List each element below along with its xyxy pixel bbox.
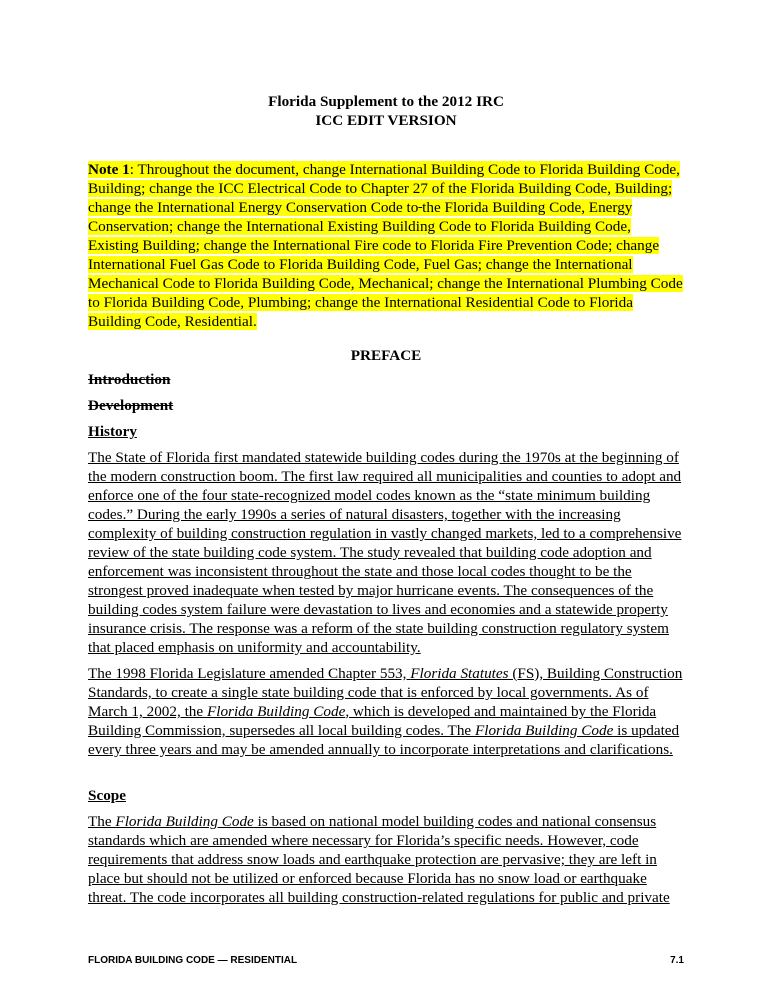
scope-paragraph-1: The Florida Building Code is based on national model building codes and national consensus standards which are amended where necessary for Florida’s specific needs. However, code requirements that address snow loads and earthquake protection are pervasive; they are left in place but should not be utilized or enforced because Florida has no snow load or earthquake threat. The code incorporates all building construction-related regulations for public and private [88, 813, 670, 906]
section-heading-development: Development [88, 397, 174, 414]
note-text-before: : Throughout the document, change International Building Code to Florida Building Code, Building; change the ICC Electrical Code to Chapter 27 of the Florida Building Code, Building; change the International Energy Conservation Code to [88, 161, 680, 216]
note-label: Note 1 [88, 161, 130, 178]
section-heading-history: History [88, 423, 137, 440]
history-paragraph-2: The 1998 Florida Legislature amended Chapter 553, Florida Statutes (FS), Building Construction Standards, to create a single state building code that is enforced by local governments. As of March 1, 2002, the Florida Building Code, which is developed and maintained by the Florida Building Commission, supersedes all local building codes. The Florida Building Code is updated every three years and may be amended annually to incorporate interpretations and clarifications. [88, 665, 683, 758]
section-heading-scope: Scope [88, 787, 126, 804]
document-header [88, 92, 684, 130]
footer-book-title: FLORIDA BUILDING CODE — RESIDENTIAL [88, 955, 298, 966]
preface-heading: PREFACE [350, 347, 422, 364]
document-body [88, 370, 684, 914]
history-paragraph-1: The State of Florida first mandated statewide building codes during the 1970s at the beginning of the modern construction boom. The first law required all municipalities and counties to adopt and enforce one of the four state-recognized model codes known as the “state minimum building codes.” During the early 1990s a series of natural disasters, together with the increasing complexity of building construction regulation in vastly changed markets, led to a comprehensive review of the state building code system. The study revealed that building code adoption and enforcement was inconsistent throughout the state and those local codes thought to be the strongest proved inadequate when tested by major hurricane events. The consequences of the building codes system failure were devastation to lives and economies and a statewide property insurance crisis. The response was a reform of the state building construction regulatory system that placed emphasis on uniformity and accountability. [88, 449, 682, 656]
note-text-after: the Florida Building Code, Energy Conservation; change the International Existing Building Code to Florida Building Code, Existing Building; change the International Fire code to Florida Fire Prevention Code; change International Fuel Gas Code to Florida Building Code, Fuel Gas; change the International Mechanical Code to Florida Building Code, Mechanical; change the International Plumbing Code to Florida Building Code, Plumbing; change the International Residential Code to Florida Building Code, Residential. [88, 199, 683, 330]
note-paragraph [88, 160, 684, 331]
document-title: Florida Supplement to the 2012 IRC [268, 93, 504, 110]
document-subtitle: ICC EDIT VERSION [315, 112, 457, 129]
section-heading-introduction: Introduction [88, 371, 171, 388]
footer-page-number: 7.1 [670, 955, 684, 966]
